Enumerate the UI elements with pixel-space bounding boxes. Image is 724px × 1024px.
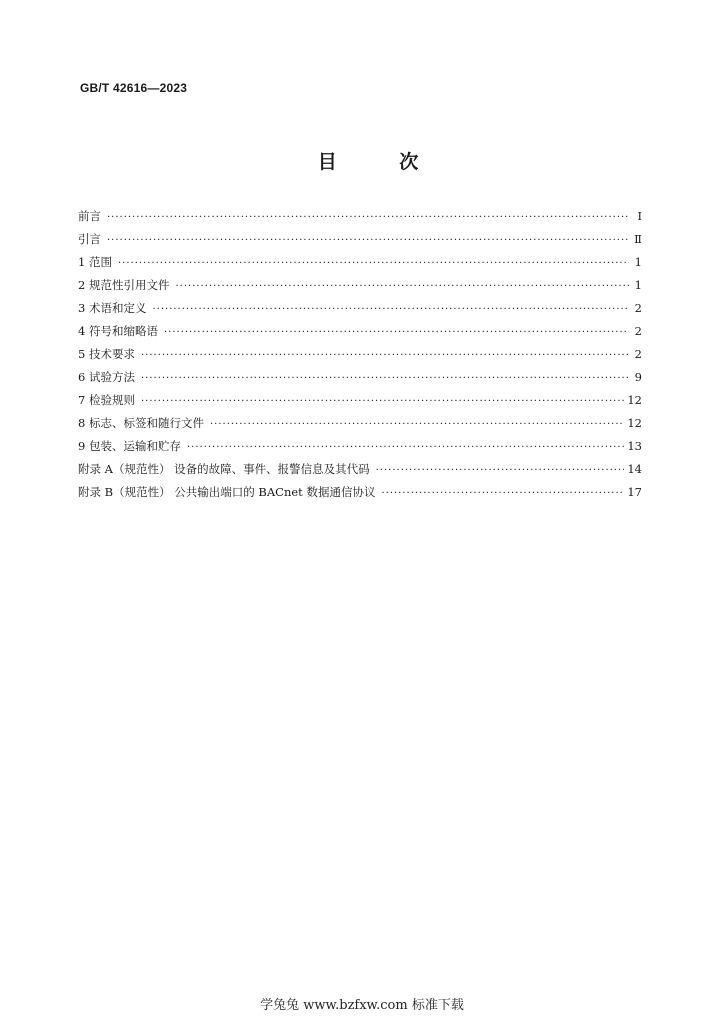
footer-watermark: 学兔兔 www.bzfxw.com 标准下载 xyxy=(260,998,464,1013)
toc-entry-terms-definitions[interactable] xyxy=(78,297,642,320)
toc-entry-label: 引言 xyxy=(78,232,101,246)
toc-leader-dots xyxy=(107,206,629,229)
toc-entry-page: 14 xyxy=(627,462,642,476)
toc-leader-dots xyxy=(376,459,625,482)
toc-entry-marking-labels[interactable] xyxy=(78,412,642,435)
toc-entry-page: Ⅱ xyxy=(634,232,642,246)
toc-entry-label: 4 符号和缩略语 xyxy=(78,324,158,338)
toc-entry-page: 12 xyxy=(627,416,642,430)
toc-entry-label: 附录 B（规范性） 公共输出端口的 BACnet 数据通信协议 xyxy=(78,485,376,499)
toc-entry-label: 9 包装、运输和贮存 xyxy=(78,439,181,453)
toc-entry-label: 7 检验规则 xyxy=(78,393,135,407)
toc-leader-dots xyxy=(141,390,624,413)
toc-leader-dots xyxy=(381,482,624,505)
toc-entry-page: 2 xyxy=(634,301,642,315)
toc-entry-page: 12 xyxy=(627,393,642,407)
toc-entry-introduction[interactable] xyxy=(78,228,642,251)
toc-title: 目 次 xyxy=(317,151,447,173)
toc-entry-technical-requirements[interactable] xyxy=(78,343,642,366)
toc-entry-label: 6 试验方法 xyxy=(78,370,135,384)
table-of-contents xyxy=(78,205,642,504)
toc-entry-page: 9 xyxy=(634,370,642,384)
toc-leader-dots xyxy=(107,229,629,252)
toc-entry-page: 17 xyxy=(627,485,642,499)
toc-entry-label: 3 术语和定义 xyxy=(78,301,147,315)
toc-entry-annex-a[interactable] xyxy=(78,458,642,481)
standard-code: GB/T 42616—2023 xyxy=(80,81,188,95)
toc-entry-page: 2 xyxy=(634,347,642,361)
toc-entry-page: Ⅰ xyxy=(637,209,642,223)
toc-leader-dots xyxy=(187,436,624,459)
toc-entry-normative-references[interactable] xyxy=(78,274,642,297)
toc-leader-dots xyxy=(175,275,629,298)
toc-entry-label: 附录 A（规范性） 设备的故障、事件、报警信息及其代码 xyxy=(78,462,370,476)
toc-leader-dots xyxy=(164,321,629,344)
toc-entry-label: 2 规范性引用文件 xyxy=(78,278,170,292)
toc-entry-label: 1 范围 xyxy=(78,255,112,269)
toc-entry-test-methods[interactable] xyxy=(78,366,642,389)
toc-entry-annex-b[interactable] xyxy=(78,481,642,504)
toc-entry-scope[interactable] xyxy=(78,251,642,274)
toc-leader-dots xyxy=(141,344,629,367)
toc-entry-symbols-abbreviations[interactable] xyxy=(78,320,642,343)
toc-entry-inspection-rules[interactable] xyxy=(78,389,642,412)
toc-entry-page: 1 xyxy=(634,255,642,269)
toc-entry-packaging-transport[interactable] xyxy=(78,435,642,458)
toc-entry-label: 前言 xyxy=(78,209,101,223)
toc-leader-dots xyxy=(210,413,624,436)
toc-leader-dots xyxy=(152,298,629,321)
toc-entry-page: 1 xyxy=(634,278,642,292)
toc-entry-foreword[interactable] xyxy=(78,205,642,228)
toc-entry-label: 8 标志、标签和随行文件 xyxy=(78,416,204,430)
toc-entry-label: 5 技术要求 xyxy=(78,347,135,361)
toc-entry-page: 2 xyxy=(634,324,642,338)
toc-leader-dots xyxy=(118,252,629,275)
toc-entry-page: 13 xyxy=(627,439,642,453)
toc-leader-dots xyxy=(141,367,629,390)
